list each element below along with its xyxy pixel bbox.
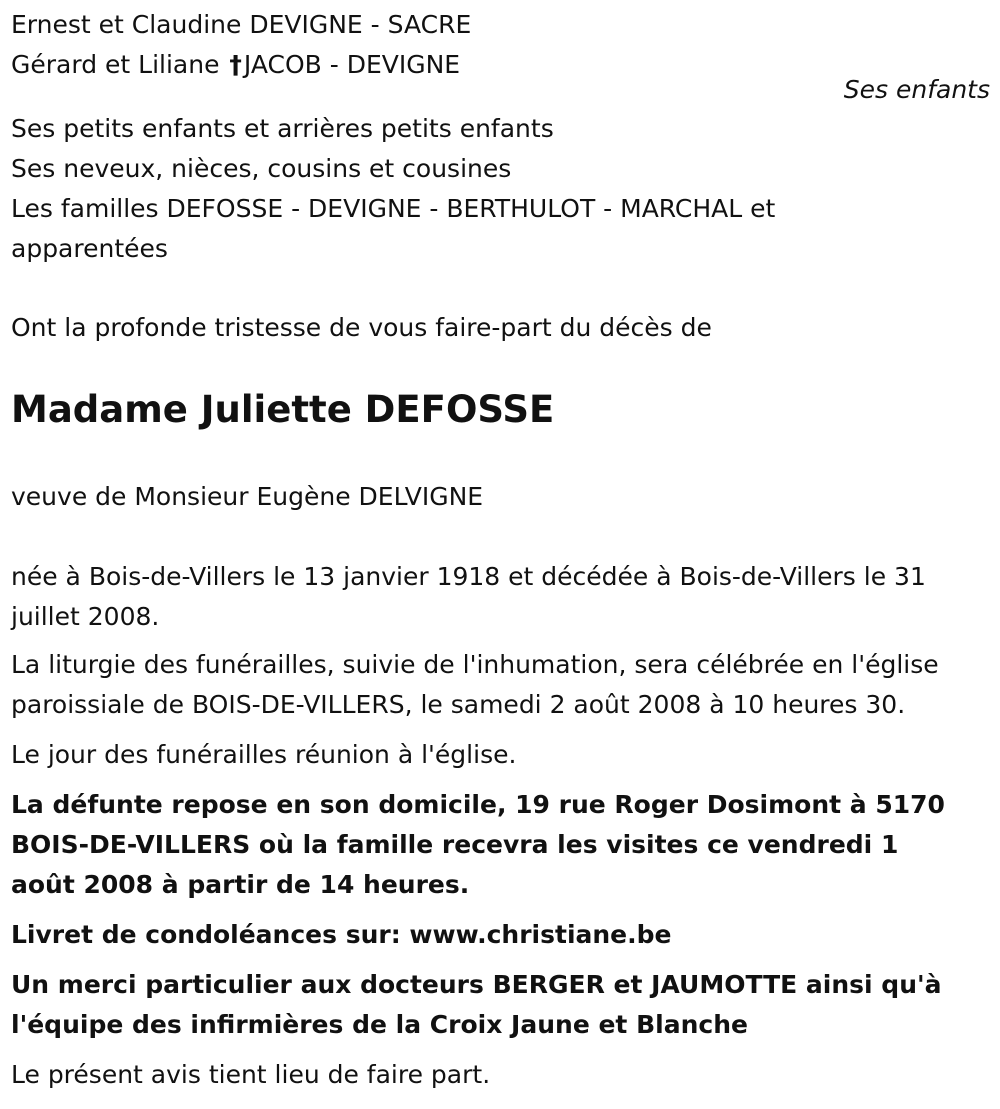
family-line-2-names: Gérard et Liliane	[11, 50, 220, 79]
family-line-1: Ernest et Claudine DEVIGNE - SACRE	[11, 10, 472, 39]
children-role-label: Ses enfants	[843, 75, 990, 104]
family-line-2	[11, 45, 460, 85]
widow-of-line: veuve de Monsieur Eugène DELVIGNE	[11, 482, 484, 511]
condolences-text: Livret de condoléances sur: www.christiane.be	[11, 920, 672, 949]
thanks-text: Un merci particulier aux docteurs BERGER et JAUMOTTE ainsi qu'à l'équipe des infirmières de la Croix Jaune et Blanche	[11, 970, 942, 1039]
families-line: Les familles DEFOSSE - DEVIGNE - BERTHULOT - MARCHAL et apparentées	[11, 194, 776, 263]
deceased-name: Madame Juliette DEFOSSE	[11, 388, 555, 431]
birth-death-text: née à Bois-de-Villers le 13 janvier 1918 et décédée à Bois-de-Villers le 31 juillet 2008.	[11, 562, 926, 631]
nephews-line: Ses neveux, nièces, cousins et cousines	[11, 154, 512, 183]
family-line-2-surname: JACOB - DEVIGNE	[243, 50, 461, 79]
visitation-text: La défunte repose en son domicile, 19 rue Roger Dosimont à 5170 BOIS-DE-VILLERS où la famille recevra les visites ce vendredi 1 août 2008 à partir de 14 heures.	[11, 790, 945, 899]
meeting-text: Le jour des funérailles réunion à l'église.	[11, 740, 517, 769]
notice-text: Le présent avis tient lieu de faire part.	[11, 1060, 491, 1089]
grandchildren-line: Ses petits enfants et arrières petits enfants	[11, 114, 554, 143]
announcement-text: Ont la profonde tristesse de vous faire-part du décès de	[11, 313, 712, 342]
funeral-text: La liturgie des funérailles, suivie de l'inhumation, sera célébrée en l'église paroissiale de BOIS-DE-VILLERS, le samedi 2 août 2008 à 10 heures 30.	[11, 650, 939, 719]
cross-icon: †	[229, 50, 242, 79]
